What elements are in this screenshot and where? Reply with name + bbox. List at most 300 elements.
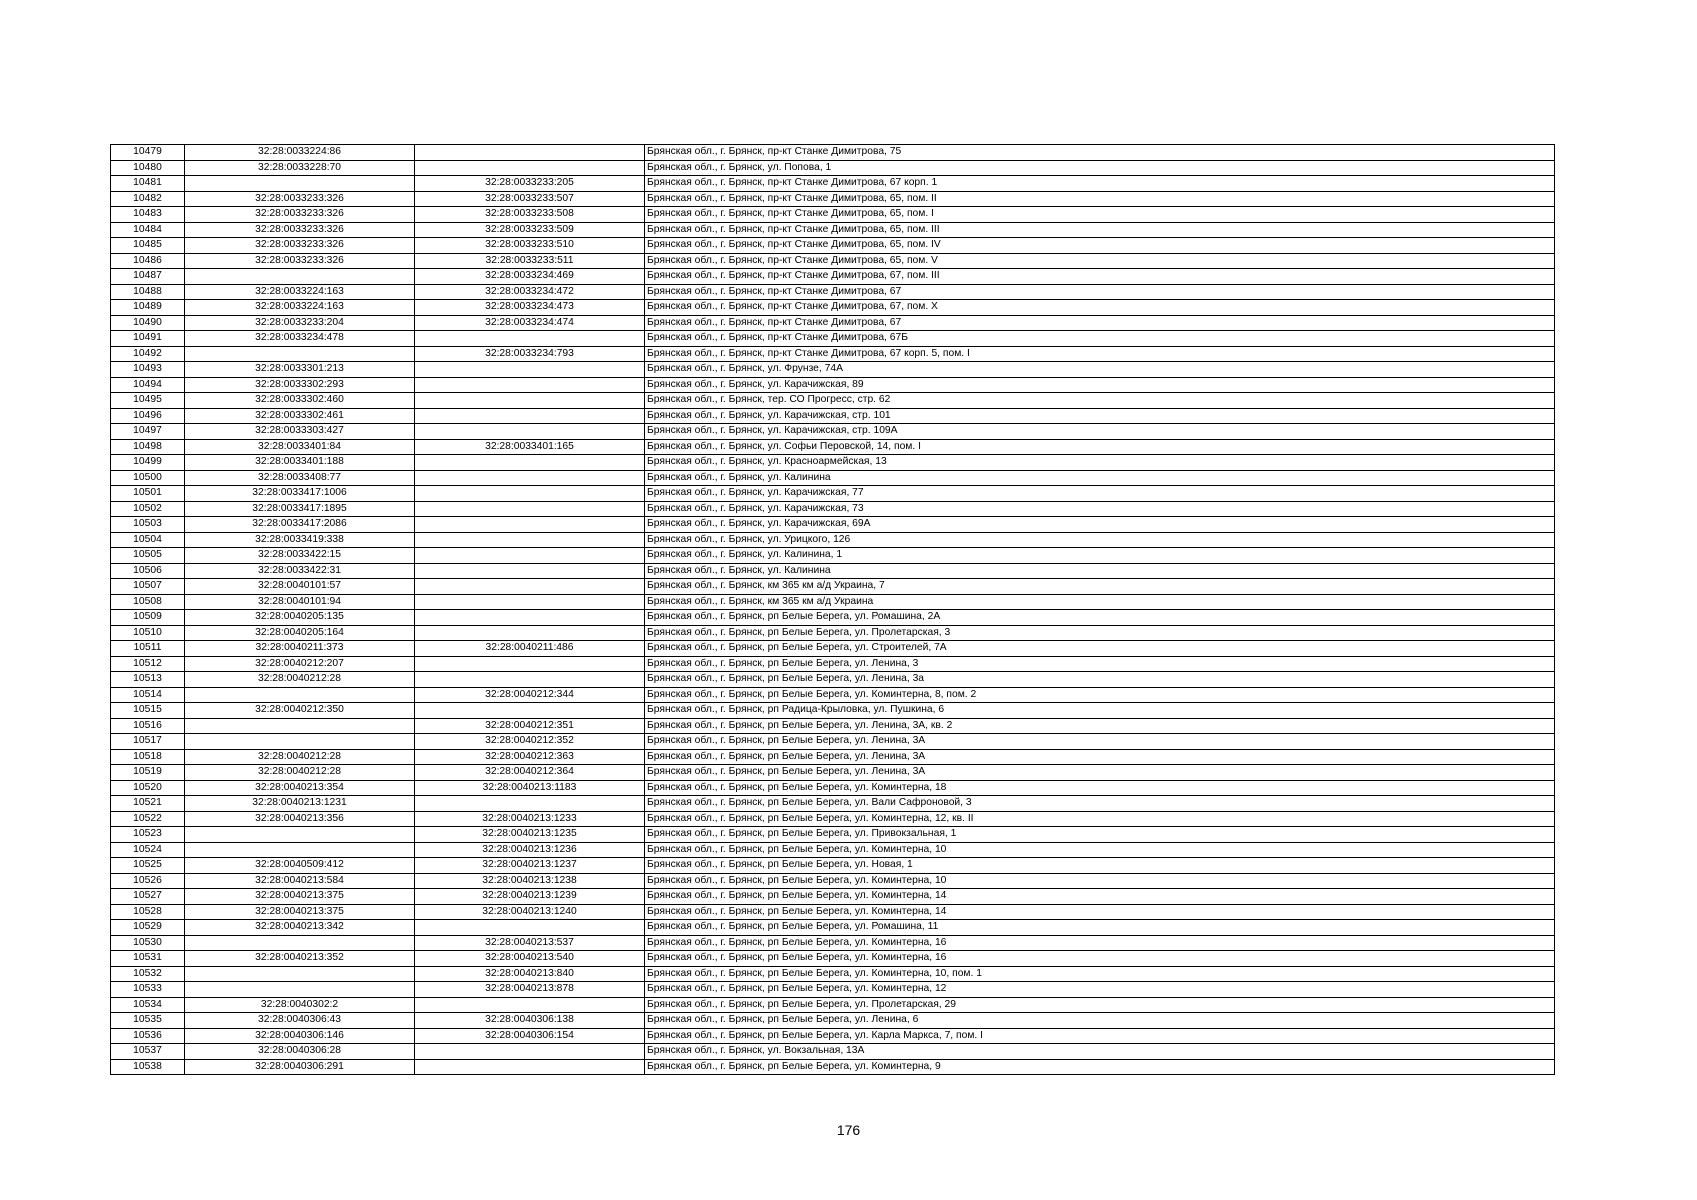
row-number-cell: 10481 [111, 176, 185, 192]
address-cell: Брянская обл., г. Брянск, ул. Калинина, 1 [645, 548, 1555, 564]
object-number-cell [415, 424, 645, 440]
parcel-number-cell [185, 176, 415, 192]
parcel-number-cell: 32:28:0033228:70 [185, 160, 415, 176]
address-cell: Брянская обл., г. Брянск, ул. Софьи Перовской, 14, пом. I [645, 439, 1555, 455]
address-cell: Брянская обл., г. Брянск, рп Белые Берега, ул. Вали Сафроновой, 3 [645, 796, 1555, 812]
address-cell: Брянская обл., г. Брянск, рп Белые Берега, ул. Коминтерна, 10 [645, 842, 1555, 858]
table-row [111, 687, 1555, 703]
object-number-cell [415, 160, 645, 176]
row-number-cell: 10483 [111, 207, 185, 223]
table-row [111, 300, 1555, 316]
table-row [111, 904, 1555, 920]
parcel-number-cell: 32:28:0033417:1895 [185, 501, 415, 517]
address-cell: Брянская обл., г. Брянск, рп Белые Берега, ул. Ленина, 3А [645, 734, 1555, 750]
table-row [111, 718, 1555, 734]
parcel-number-cell: 32:28:0033422:31 [185, 563, 415, 579]
address-cell: Брянская обл., г. Брянск, ул. Карачижская, 69А [645, 517, 1555, 533]
table-row [111, 966, 1555, 982]
row-number-cell: 10516 [111, 718, 185, 734]
table-row [111, 641, 1555, 657]
parcel-number-cell [185, 718, 415, 734]
object-number-cell: 32:28:0033233:205 [415, 176, 645, 192]
object-number-cell: 32:28:0040213:1235 [415, 827, 645, 843]
parcel-number-cell: 32:28:0033233:326 [185, 253, 415, 269]
row-number-cell: 10523 [111, 827, 185, 843]
address-cell: Брянская обл., г. Брянск, пр-кт Станке Димитрова, 67 корп. 1 [645, 176, 1555, 192]
object-number-cell [415, 377, 645, 393]
object-number-cell: 32:28:0040213:1233 [415, 811, 645, 827]
row-number-cell: 10491 [111, 331, 185, 347]
table-row [111, 1028, 1555, 1044]
table-row [111, 656, 1555, 672]
parcel-number-cell: 32:28:0040213:1231 [185, 796, 415, 812]
table-row [111, 796, 1555, 812]
address-cell: Брянская обл., г. Брянск, рп Белые Берега, ул. Ромашина, 2А [645, 610, 1555, 626]
address-cell: Брянская обл., г. Брянск, рп Белые Берега, ул. Коминтерна, 12 [645, 982, 1555, 998]
address-cell: Брянская обл., г. Брянск, пр-кт Станке Димитрова, 67Б [645, 331, 1555, 347]
object-number-cell: 32:28:0040212:344 [415, 687, 645, 703]
row-number-cell: 10531 [111, 951, 185, 967]
row-number-cell: 10525 [111, 858, 185, 874]
table-row [111, 780, 1555, 796]
object-number-cell [415, 486, 645, 502]
address-cell: Брянская обл., г. Брянск, рп Белые Берега, ул. Коминтерна, 16 [645, 951, 1555, 967]
parcel-number-cell: 32:28:0033234:478 [185, 331, 415, 347]
parcel-number-cell: 32:28:0040212:28 [185, 672, 415, 688]
parcel-number-cell: 32:28:0040306:43 [185, 1013, 415, 1029]
address-cell: Брянская обл., г. Брянск, рп Белые Берега, ул. Ленина, 6 [645, 1013, 1555, 1029]
row-number-cell: 10513 [111, 672, 185, 688]
row-number-cell: 10524 [111, 842, 185, 858]
address-cell: Брянская обл., г. Брянск, тер. СО Прогресс, стр. 62 [645, 393, 1555, 409]
object-number-cell: 32:28:0033233:508 [415, 207, 645, 223]
object-number-cell [415, 672, 645, 688]
table-row [111, 858, 1555, 874]
row-number-cell: 10519 [111, 765, 185, 781]
table-row [111, 377, 1555, 393]
object-number-cell: 32:28:0040213:1237 [415, 858, 645, 874]
parcel-number-cell [185, 269, 415, 285]
row-number-cell: 10482 [111, 191, 185, 207]
parcel-number-cell: 32:28:0040213:375 [185, 904, 415, 920]
parcel-number-cell: 32:28:0040509:412 [185, 858, 415, 874]
table-row [111, 470, 1555, 486]
parcel-number-cell: 32:28:0033401:84 [185, 439, 415, 455]
row-number-cell: 10496 [111, 408, 185, 424]
address-cell: Брянская обл., г. Брянск, ул. Калинина [645, 470, 1555, 486]
parcel-number-cell: 32:28:0040213:375 [185, 889, 415, 905]
object-number-cell: 32:28:0040306:154 [415, 1028, 645, 1044]
table-row [111, 672, 1555, 688]
address-cell: Брянская обл., г. Брянск, рп Белые Берега, ул. Строителей, 7А [645, 641, 1555, 657]
parcel-number-cell [185, 966, 415, 982]
table-row [111, 315, 1555, 331]
parcel-number-cell: 32:28:0033303:427 [185, 424, 415, 440]
table-row [111, 842, 1555, 858]
parcel-number-cell: 32:28:0033302:293 [185, 377, 415, 393]
table-row [111, 253, 1555, 269]
row-number-cell: 10492 [111, 346, 185, 362]
parcel-number-cell: 32:28:0040205:135 [185, 610, 415, 626]
address-cell: Брянская обл., г. Брянск, ул. Карачижская, 89 [645, 377, 1555, 393]
row-number-cell: 10537 [111, 1044, 185, 1060]
row-number-cell: 10517 [111, 734, 185, 750]
table-row [111, 532, 1555, 548]
object-number-cell [415, 610, 645, 626]
object-number-cell [415, 1044, 645, 1060]
object-number-cell [415, 501, 645, 517]
parcel-number-cell: 32:28:0033233:326 [185, 238, 415, 254]
table-row [111, 703, 1555, 719]
row-number-cell: 10514 [111, 687, 185, 703]
row-number-cell: 10480 [111, 160, 185, 176]
table-row [111, 749, 1555, 765]
row-number-cell: 10505 [111, 548, 185, 564]
address-cell: Брянская обл., г. Брянск, рп Белые Берега, ул. Коминтерна, 18 [645, 780, 1555, 796]
address-cell: Брянская обл., г. Брянск, рп Белые Берега, ул. Коминтерна, 8, пом. 2 [645, 687, 1555, 703]
address-cell: Брянская обл., г. Брянск, пр-кт Станке Димитрова, 67, пом. III [645, 269, 1555, 285]
table-row [111, 346, 1555, 362]
object-number-cell: 32:28:0040213:840 [415, 966, 645, 982]
table-row [111, 811, 1555, 827]
parcel-number-cell: 32:28:0040306:146 [185, 1028, 415, 1044]
parcel-number-cell [185, 982, 415, 998]
address-cell: Брянская обл., г. Брянск, рп Белые Берега, ул. Коминтерна, 10, пом. 1 [645, 966, 1555, 982]
row-number-cell: 10485 [111, 238, 185, 254]
address-cell: Брянская обл., г. Брянск, пр-кт Станке Димитрова, 65, пом. I [645, 207, 1555, 223]
table-row [111, 548, 1555, 564]
object-number-cell: 32:28:0040211:486 [415, 641, 645, 657]
row-number-cell: 10507 [111, 579, 185, 595]
object-number-cell: 32:28:0033233:507 [415, 191, 645, 207]
parcel-number-cell: 32:28:0033233:204 [185, 315, 415, 331]
row-number-cell: 10538 [111, 1059, 185, 1075]
object-number-cell [415, 997, 645, 1013]
object-number-cell [415, 331, 645, 347]
address-cell: Брянская обл., г. Брянск, рп Белые Берега, ул. Ленина, 3А [645, 765, 1555, 781]
object-number-cell [415, 656, 645, 672]
row-number-cell: 10488 [111, 284, 185, 300]
object-number-cell [415, 594, 645, 610]
parcel-number-cell [185, 842, 415, 858]
table-row [111, 207, 1555, 223]
row-number-cell: 10499 [111, 455, 185, 471]
object-number-cell: 32:28:0040213:540 [415, 951, 645, 967]
object-number-cell: 32:28:0033401:165 [415, 439, 645, 455]
parcel-number-cell: 32:28:0040212:28 [185, 749, 415, 765]
object-number-cell: 32:28:0033233:509 [415, 222, 645, 238]
object-number-cell [415, 796, 645, 812]
parcel-number-cell: 32:28:0040212:28 [185, 765, 415, 781]
row-number-cell: 10522 [111, 811, 185, 827]
row-number-cell: 10502 [111, 501, 185, 517]
object-number-cell [415, 625, 645, 641]
row-number-cell: 10497 [111, 424, 185, 440]
address-cell: Брянская обл., г. Брянск, ул. Карачижская, 73 [645, 501, 1555, 517]
object-number-cell: 32:28:0040213:1240 [415, 904, 645, 920]
table-row [111, 1013, 1555, 1029]
object-number-cell: 32:28:0040306:138 [415, 1013, 645, 1029]
row-number-cell: 10479 [111, 145, 185, 161]
row-number-cell: 10511 [111, 641, 185, 657]
address-cell: Брянская обл., г. Брянск, пр-кт Станке Димитрова, 67 [645, 315, 1555, 331]
address-cell: Брянская обл., г. Брянск, рп Белые Берега, ул. Коминтерна, 9 [645, 1059, 1555, 1075]
object-number-cell [415, 532, 645, 548]
address-cell: Брянская обл., г. Брянск, пр-кт Станке Димитрова, 67 корп. 5, пом. I [645, 346, 1555, 362]
object-number-cell [415, 470, 645, 486]
object-number-cell: 32:28:0033234:472 [415, 284, 645, 300]
address-cell: Брянская обл., г. Брянск, рп Белые Берега, ул. Ленина, 3 [645, 656, 1555, 672]
table-row [111, 920, 1555, 936]
address-cell: Брянская обл., г. Брянск, ул. Карачижская, стр. 101 [645, 408, 1555, 424]
address-cell: Брянская обл., г. Брянск, пр-кт Станке Димитрова, 65, пом. IV [645, 238, 1555, 254]
parcel-number-cell: 32:28:0033233:326 [185, 222, 415, 238]
table-row [111, 951, 1555, 967]
table-row [111, 827, 1555, 843]
table-row [111, 594, 1555, 610]
row-number-cell: 10486 [111, 253, 185, 269]
table-row [111, 331, 1555, 347]
address-cell: Брянская обл., г. Брянск, ул. Урицкого, 126 [645, 532, 1555, 548]
object-number-cell: 32:28:0040212:364 [415, 765, 645, 781]
parcel-number-cell: 32:28:0040101:94 [185, 594, 415, 610]
row-number-cell: 10506 [111, 563, 185, 579]
address-cell: Брянская обл., г. Брянск, рп Белые Берега, ул. Коминтерна, 14 [645, 904, 1555, 920]
parcel-number-cell [185, 827, 415, 843]
object-number-cell [415, 455, 645, 471]
table-row [111, 625, 1555, 641]
row-number-cell: 10494 [111, 377, 185, 393]
object-number-cell: 32:28:0033234:474 [415, 315, 645, 331]
row-number-cell: 10530 [111, 935, 185, 951]
parcel-number-cell [185, 935, 415, 951]
parcel-number-cell: 32:28:0040213:584 [185, 873, 415, 889]
address-cell: Брянская обл., г. Брянск, рп Белые Берега, ул. Пролетарская, 29 [645, 997, 1555, 1013]
table-row [111, 269, 1555, 285]
parcel-number-cell [185, 734, 415, 750]
parcel-number-cell: 32:28:0033233:326 [185, 207, 415, 223]
address-cell: Брянская обл., г. Брянск, рп Белые Берега, ул. Пролетарская, 3 [645, 625, 1555, 641]
object-number-cell: 32:28:0040213:1236 [415, 842, 645, 858]
address-cell: Брянская обл., г. Брянск, км 365 км а/д Украина [645, 594, 1555, 610]
parcel-number-cell: 32:28:0033233:326 [185, 191, 415, 207]
object-number-cell [415, 920, 645, 936]
parcel-number-cell: 32:28:0033422:15 [185, 548, 415, 564]
parcel-number-cell: 32:28:0040212:350 [185, 703, 415, 719]
table-row [111, 486, 1555, 502]
address-cell: Брянская обл., г. Брянск, ул. Фрунзе, 74А [645, 362, 1555, 378]
row-number-cell: 10500 [111, 470, 185, 486]
parcel-number-cell: 32:28:0040306:291 [185, 1059, 415, 1075]
address-cell: Брянская обл., г. Брянск, ул. Вокзальная, 13А [645, 1044, 1555, 1060]
object-number-cell [415, 548, 645, 564]
property-table [110, 144, 1555, 1075]
object-number-cell: 32:28:0040213:537 [415, 935, 645, 951]
table-row [111, 362, 1555, 378]
parcel-number-cell: 32:28:0040302:2 [185, 997, 415, 1013]
address-cell: Брянская обл., г. Брянск, рп Радица-Крыловка, ул. Пушкина, 6 [645, 703, 1555, 719]
parcel-number-cell: 32:28:0040211:373 [185, 641, 415, 657]
row-number-cell: 10526 [111, 873, 185, 889]
parcel-number-cell: 32:28:0040212:207 [185, 656, 415, 672]
row-number-cell: 10521 [111, 796, 185, 812]
table-row [111, 1059, 1555, 1075]
row-number-cell: 10533 [111, 982, 185, 998]
address-cell: Брянская обл., г. Брянск, пр-кт Станке Димитрова, 65, пом. V [645, 253, 1555, 269]
table-row [111, 238, 1555, 254]
row-number-cell: 10528 [111, 904, 185, 920]
parcel-number-cell: 32:28:0033401:188 [185, 455, 415, 471]
row-number-cell: 10484 [111, 222, 185, 238]
object-number-cell: 32:28:0040213:1183 [415, 780, 645, 796]
row-number-cell: 10487 [111, 269, 185, 285]
address-cell: Брянская обл., г. Брянск, рп Белые Берега, ул. Ленина, 3А [645, 749, 1555, 765]
row-number-cell: 10534 [111, 997, 185, 1013]
table-row [111, 889, 1555, 905]
object-number-cell [415, 145, 645, 161]
table-row [111, 982, 1555, 998]
table-row [111, 160, 1555, 176]
table-row [111, 439, 1555, 455]
address-cell: Брянская обл., г. Брянск, рп Белые Берега, ул. Карла Маркса, 7, пом. I [645, 1028, 1555, 1044]
row-number-cell: 10520 [111, 780, 185, 796]
row-number-cell: 10512 [111, 656, 185, 672]
table-row [111, 501, 1555, 517]
table-row [111, 997, 1555, 1013]
property-table-body [111, 145, 1555, 1075]
address-cell: Брянская обл., г. Брянск, пр-кт Станке Димитрова, 65, пом. III [645, 222, 1555, 238]
parcel-number-cell: 32:28:0033302:460 [185, 393, 415, 409]
address-cell: Брянская обл., г. Брянск, ул. Карачижская, стр. 109А [645, 424, 1555, 440]
object-number-cell: 32:28:0040213:1238 [415, 873, 645, 889]
parcel-number-cell [185, 687, 415, 703]
object-number-cell: 32:28:0040212:352 [415, 734, 645, 750]
address-cell: Брянская обл., г. Брянск, ул. Карачижская, 77 [645, 486, 1555, 502]
object-number-cell: 32:28:0040213:1239 [415, 889, 645, 905]
parcel-number-cell: 32:28:0033224:163 [185, 284, 415, 300]
row-number-cell: 10510 [111, 625, 185, 641]
address-cell: Брянская обл., г. Брянск, пр-кт Станке Димитрова, 67 [645, 284, 1555, 300]
table-row [111, 455, 1555, 471]
parcel-number-cell: 32:28:0033301:213 [185, 362, 415, 378]
object-number-cell [415, 408, 645, 424]
parcel-number-cell: 32:28:0040213:354 [185, 780, 415, 796]
object-number-cell: 32:28:0033234:793 [415, 346, 645, 362]
object-number-cell: 32:28:0033233:511 [415, 253, 645, 269]
address-cell: Брянская обл., г. Брянск, пр-кт Станке Димитрова, 75 [645, 145, 1555, 161]
row-number-cell: 10518 [111, 749, 185, 765]
address-cell: Брянская обл., г. Брянск, рп Белые Берега, ул. Коминтерна, 12, кв. II [645, 811, 1555, 827]
parcel-number-cell: 32:28:0033224:86 [185, 145, 415, 161]
address-cell: Брянская обл., г. Брянск, рп Белые Берега, ул. Коминтерна, 10 [645, 873, 1555, 889]
parcel-number-cell: 32:28:0040213:342 [185, 920, 415, 936]
object-number-cell [415, 563, 645, 579]
table-row [111, 517, 1555, 533]
row-number-cell: 10508 [111, 594, 185, 610]
row-number-cell: 10536 [111, 1028, 185, 1044]
parcel-number-cell: 32:28:0040101:57 [185, 579, 415, 595]
table-row [111, 873, 1555, 889]
parcel-number-cell: 32:28:0040205:164 [185, 625, 415, 641]
address-cell: Брянская обл., г. Брянск, рп Белые Берега, ул. Ромашина, 11 [645, 920, 1555, 936]
parcel-number-cell: 32:28:0033417:1006 [185, 486, 415, 502]
address-cell: Брянская обл., г. Брянск, рп Белые Берега, ул. Ленина, 3А, кв. 2 [645, 718, 1555, 734]
row-number-cell: 10515 [111, 703, 185, 719]
parcel-number-cell: 32:28:0033302:461 [185, 408, 415, 424]
table-row [111, 176, 1555, 192]
object-number-cell [415, 1059, 645, 1075]
table-row [111, 935, 1555, 951]
address-cell: Брянская обл., г. Брянск, рп Белые Берега, ул. Коминтерна, 14 [645, 889, 1555, 905]
table-row [111, 222, 1555, 238]
parcel-number-cell: 32:28:0040213:356 [185, 811, 415, 827]
table-row [111, 145, 1555, 161]
address-cell: Брянская обл., г. Брянск, пр-кт Станке Димитрова, 67, пом. X [645, 300, 1555, 316]
parcel-number-cell: 32:28:0040213:352 [185, 951, 415, 967]
object-number-cell [415, 517, 645, 533]
row-number-cell: 10503 [111, 517, 185, 533]
address-cell: Брянская обл., г. Брянск, ул. Калинина [645, 563, 1555, 579]
table-row [111, 191, 1555, 207]
object-number-cell: 32:28:0033234:469 [415, 269, 645, 285]
row-number-cell: 10489 [111, 300, 185, 316]
row-number-cell: 10535 [111, 1013, 185, 1029]
row-number-cell: 10532 [111, 966, 185, 982]
row-number-cell: 10504 [111, 532, 185, 548]
object-number-cell [415, 703, 645, 719]
row-number-cell: 10498 [111, 439, 185, 455]
table-row [111, 408, 1555, 424]
row-number-cell: 10490 [111, 315, 185, 331]
table-row [111, 284, 1555, 300]
table-row [111, 393, 1555, 409]
page-number: 176 [836, 1122, 861, 1138]
parcel-number-cell: 32:28:0033417:2086 [185, 517, 415, 533]
table-row [111, 610, 1555, 626]
object-number-cell: 32:28:0033233:510 [415, 238, 645, 254]
parcel-number-cell [185, 346, 415, 362]
object-number-cell: 32:28:0033234:473 [415, 300, 645, 316]
row-number-cell: 10529 [111, 920, 185, 936]
parcel-number-cell: 32:28:0033419:338 [185, 532, 415, 548]
object-number-cell [415, 362, 645, 378]
row-number-cell: 10527 [111, 889, 185, 905]
address-cell: Брянская обл., г. Брянск, ул. Попова, 1 [645, 160, 1555, 176]
object-number-cell: 32:28:0040212:363 [415, 749, 645, 765]
parcel-number-cell: 32:28:0040306:28 [185, 1044, 415, 1060]
address-cell: Брянская обл., г. Брянск, рп Белые Берега, ул. Ленина, 3а [645, 672, 1555, 688]
row-number-cell: 10509 [111, 610, 185, 626]
address-cell: Брянская обл., г. Брянск, рп Белые Берега, ул. Коминтерна, 16 [645, 935, 1555, 951]
address-cell: Брянская обл., г. Брянск, пр-кт Станке Димитрова, 65, пом. II [645, 191, 1555, 207]
row-number-cell: 10501 [111, 486, 185, 502]
row-number-cell: 10495 [111, 393, 185, 409]
table-row [111, 1044, 1555, 1060]
address-cell: Брянская обл., г. Брянск, рп Белые Берега, ул. Привокзальная, 1 [645, 827, 1555, 843]
row-number-cell: 10493 [111, 362, 185, 378]
parcel-number-cell: 32:28:0033224:163 [185, 300, 415, 316]
table-row [111, 579, 1555, 595]
object-number-cell: 32:28:0040213:878 [415, 982, 645, 998]
parcel-number-cell: 32:28:0033408:77 [185, 470, 415, 486]
object-number-cell [415, 579, 645, 595]
table-row [111, 424, 1555, 440]
address-cell: Брянская обл., г. Брянск, ул. Красноармейская, 13 [645, 455, 1555, 471]
address-cell: Брянская обл., г. Брянск, рп Белые Берега, ул. Новая, 1 [645, 858, 1555, 874]
object-number-cell: 32:28:0040212:351 [415, 718, 645, 734]
object-number-cell [415, 393, 645, 409]
table-row [111, 563, 1555, 579]
